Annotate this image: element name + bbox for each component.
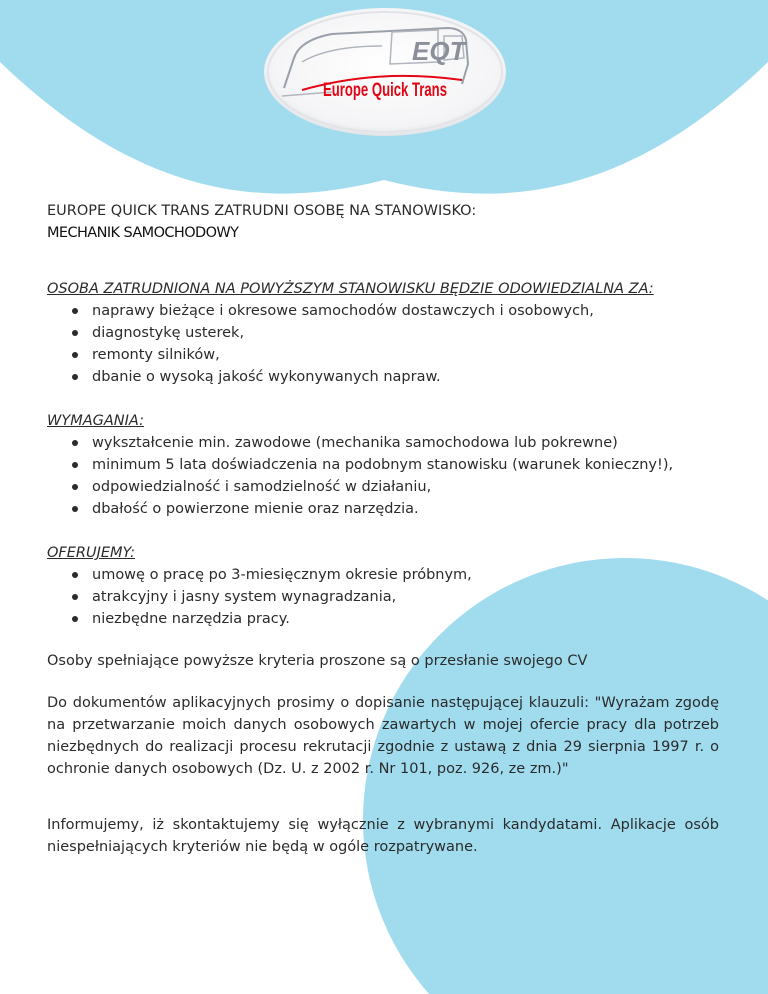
- offer-title: OFERUJEMY:: [47, 545, 136, 561]
- responsibilities-title: OSOBA ZATRUDNIONA NA POWYŻSZYM STANOWISKU BĘDZIE ODOWIEDZIALNA ZA:: [47, 281, 654, 297]
- list-item: odpowiedzialność i samodzielność w działaniu,: [47, 476, 719, 498]
- offer-list: [47, 564, 719, 630]
- job-offer: [47, 200, 719, 858]
- logo-name: Europe Quick Trans: [323, 80, 447, 101]
- cv-note: Osoby spełniające powyższe kryteria proszone są o przesłanie swojego CV: [47, 653, 588, 669]
- list-item: dbanie o wysoką jakość wykonywanych napraw.: [47, 366, 719, 388]
- position-title: MECHANIK SAMOCHODOWY: [47, 225, 239, 241]
- intro-heading: EUROPE QUICK TRANS ZATRUDNI OSOBĘ NA STANOWISKO:: [47, 203, 477, 219]
- list-item: wykształcenie min. zawodowe (mechanika samochodowa lub pokrewne): [47, 432, 719, 454]
- company-logo: [262, 6, 508, 138]
- list-item: atrakcyjny i jasny system wynagradzania,: [47, 586, 719, 608]
- contact-note: Informujemy, iż skontaktujemy się wyłącznie z wybranymi kandydatami. Aplikacje osób niespełniających kryteriów nie będą w ogóle rozpatrywane.: [47, 817, 719, 855]
- list-item: minimum 5 lata doświadczenia na podobnym stanowisku (warunek konieczny!),: [47, 454, 719, 476]
- list-item: niezbędne narzędzia pracy.: [47, 608, 719, 630]
- responsibilities-list: [47, 300, 719, 388]
- list-item: umowę o pracę po 3-miesięcznym okresie próbnym,: [47, 564, 719, 586]
- requirements-list: [47, 432, 719, 520]
- requirements-title: WYMAGANIA:: [47, 413, 144, 429]
- list-item: remonty silników,: [47, 344, 719, 366]
- list-item: diagnostykę usterek,: [47, 322, 719, 344]
- list-item: dbałość o powierzone mienie oraz narzędzia.: [47, 498, 719, 520]
- consent-clause: Do dokumentów aplikacyjnych prosimy o dopisanie następującej klauzuli: "Wyrażam zgodę na przetwarzanie moich danych osobowych zawartych w mojej ofercie pracy dla potrzeb niezbędnych do realizacji procesu rekrutacji zgodnie z ustawą z dnia 29 sierpnia 1997 r. o ochronie danych osobowych (Dz. U. z 2002 r. Nr 101, poz. 926, ze zm.)": [47, 695, 719, 777]
- logo-mark: EQT: [412, 36, 466, 66]
- list-item: naprawy bieżące i okresowe samochodów dostawczych i osobowych,: [47, 300, 719, 322]
